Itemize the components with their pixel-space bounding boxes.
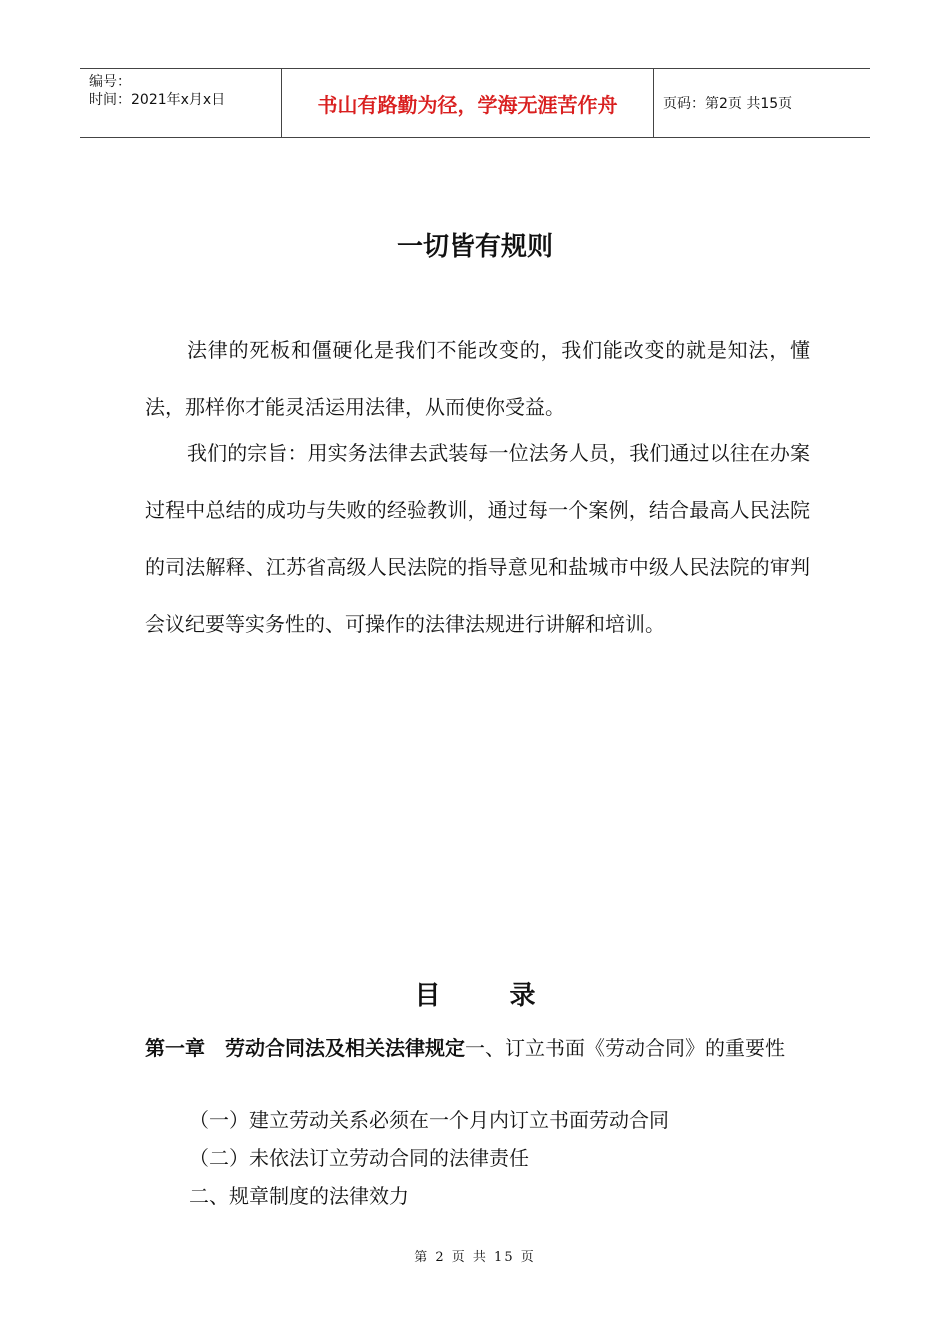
- header-page-info: 页码：第2页 共15页: [663, 96, 793, 112]
- header-meta: [80, 69, 281, 137]
- document-title: 一切皆有规则: [396, 232, 553, 262]
- date-label: 时间：2021年x月x日: [89, 92, 226, 108]
- page-header: [80, 68, 870, 138]
- intro-paragraph: 法律的死板和僵硬化是我们不能改变的，我们能改变的就是知法，懂法，那样你才能灵活运用法律，从而使你受益。: [145, 338, 810, 419]
- mission-paragraph: 我们的宗旨：用实务法律去武装每一位法务人员，我们通过以往在办案过程中总结的成功与失败的经验教训，通过每一个案例，结合最高人民法院的司法解释、江苏省高级人民法院的指导意见和盐城市中级人民法院的审判会议纪要等实务性的、可操作的法律法规进行讲解和培训。: [145, 441, 810, 636]
- toc-first-item: 一、订立书面《劳动合同》的重要性: [465, 1036, 785, 1060]
- toc-item: （二）未依法订立劳动合同的法律责任: [189, 1146, 529, 1170]
- toc-item: 二、规章制度的法律效力: [189, 1184, 409, 1208]
- number-label: 编号：: [89, 74, 131, 90]
- toc-title: 目 录: [414, 981, 566, 1011]
- toc-chapter-heading: 第一章 劳动合同法及相关法律规定: [145, 1036, 465, 1060]
- toc-item: （一）建立劳动关系必须在一个月内订立书面劳动合同: [189, 1108, 669, 1132]
- header-motto: 书山有路勤为径，学海无涯苦作舟: [281, 69, 654, 137]
- toc-chapter-line: [145, 1030, 810, 1066]
- page-footer: 第 2 页 共 15 页: [414, 1250, 536, 1265]
